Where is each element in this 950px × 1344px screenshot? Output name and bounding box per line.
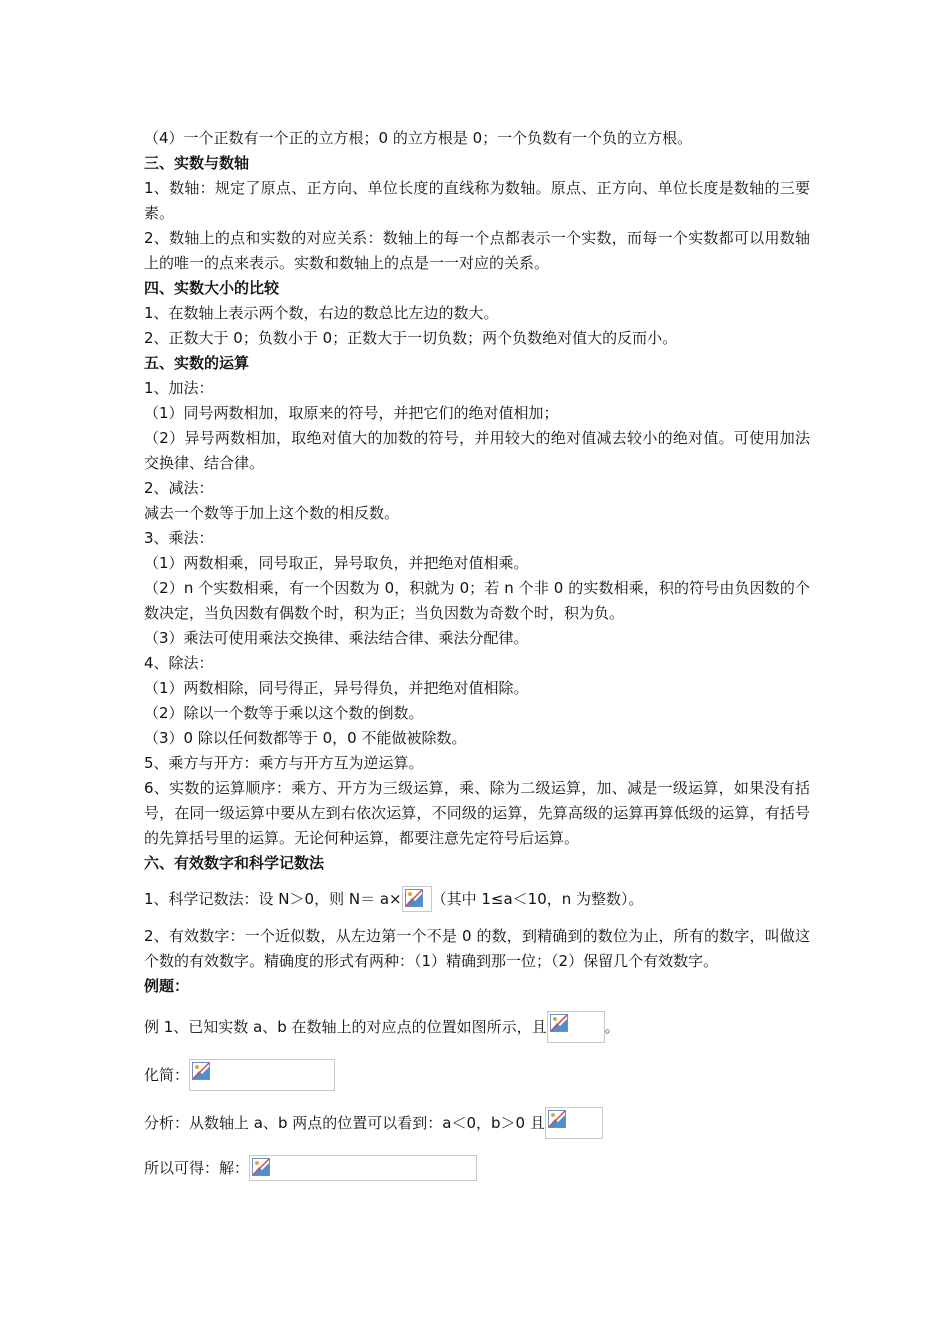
simplify-line bbox=[144, 1059, 810, 1091]
text-line: 减去一个数等于加上这个数的相反数。 bbox=[144, 504, 400, 522]
text-segment: 例 1、已知实数 a、b 在数轴上的对应点的位置如图所示，且 bbox=[144, 1017, 547, 1036]
text-segment: 。 bbox=[604, 1017, 620, 1036]
text-line: （1）两数相除，同号得正，异号得负，并把绝对值相除。 bbox=[144, 679, 529, 697]
examples-heading: 例题： bbox=[144, 977, 190, 995]
text-paragraph: 2、有效数字：一个近似数，从左边第一个不是 0 的数，到精确到的数位为止，所有的数字，叫做这个数的有效数字。精确度的形式有两种：（1）精确到那一位；（2）保留几个有效数字。 bbox=[144, 927, 810, 970]
broken-image-formula bbox=[189, 1059, 335, 1091]
text-line: （4）一个正数有一个正的立方根；0 的立方根是 0；一个负数有一个负的立方根。 bbox=[144, 129, 693, 147]
text-line: 5、乘方与开方：乘方与开方互为逆运算。 bbox=[144, 754, 424, 772]
text-paragraph: （2）n 个实数相乘，有一个因数为 0，积就为 0；若 n 个非 0 的实数相乘，积的符号由负因数的个数决定，当负因数有偶数个时，积为正；当负因数为奇数个时，积为负。 bbox=[144, 579, 810, 622]
text-line: 1、加法： bbox=[144, 379, 214, 397]
broken-image-icon bbox=[550, 1014, 568, 1032]
text-line: 3、乘法： bbox=[144, 529, 214, 547]
section-heading-4: 四、实数大小的比较 bbox=[144, 279, 280, 297]
broken-image-formula bbox=[547, 1011, 605, 1043]
section-heading-6: 六、有效数字和科学记数法 bbox=[144, 854, 325, 872]
text-paragraph: 1、数轴：规定了原点、正方向、单位长度的直线称为数轴。原点、正方向、单位长度是数轴的三要素。 bbox=[144, 179, 810, 222]
broken-image-icon bbox=[405, 889, 423, 907]
broken-image-icon bbox=[252, 1158, 270, 1176]
document-page bbox=[144, 126, 810, 1181]
broken-image-icon bbox=[192, 1062, 210, 1080]
text-line: 2、减法： bbox=[144, 479, 214, 497]
text-paragraph: 6、实数的运算顺序：乘方、开方为三级运算，乘、除为二级运算，加、减是一级运算，如果没有括号，在同一级运算中要从左到右依次运算，不同级的运算，先算高级的运算再算低级的运算，有括号的先算括号里的运算。无论何种运算，都要注意先定符号后运算。 bbox=[144, 779, 810, 847]
text-line: （2）除以一个数等于乘以这个数的倒数。 bbox=[144, 704, 424, 722]
section-heading-3: 三、实数与数轴 bbox=[144, 154, 250, 172]
broken-image-icon bbox=[548, 1110, 566, 1128]
text-line: （1）同号两数相加，取原来的符号，并把它们的绝对值相加； bbox=[144, 404, 559, 422]
text-paragraph: 2、数轴上的点和实数的对应关系：数轴上的每一个点都表示一个实数，而每一个实数都可以用数轴上的唯一的点来表示。实数和数轴上的点是一一对应的关系。 bbox=[144, 229, 810, 272]
text-line: 4、除法： bbox=[144, 654, 214, 672]
text-segment: （其中 1≤a＜10，n 为整数）。 bbox=[431, 889, 644, 908]
text-segment: 所以可得：解： bbox=[144, 1158, 250, 1177]
text-line: （3）乘法可使用乘法交换律、乘法结合律、乘法分配律。 bbox=[144, 629, 529, 647]
text-line: 2、正数大于 0；负数小于 0；正数大于一切负数；两个负数绝对值大的反而小。 bbox=[144, 329, 678, 347]
broken-image-formula bbox=[402, 886, 432, 912]
text-segment: 1、科学记数法：设 N＞0，则 N＝ a× bbox=[144, 889, 402, 908]
text-line: （3）0 除以任何数都等于 0，0 不能做被除数。 bbox=[144, 729, 467, 747]
broken-image-formula bbox=[545, 1107, 603, 1139]
analysis-line bbox=[144, 1107, 810, 1139]
example-line bbox=[144, 1011, 810, 1043]
solution-line bbox=[144, 1155, 810, 1181]
broken-image-formula bbox=[249, 1155, 477, 1181]
text-segment: 分析：从数轴上 a、b 两点的位置可以看到：a＜0，b＞0 且 bbox=[144, 1113, 545, 1132]
text-segment: 化简： bbox=[144, 1065, 190, 1084]
section-heading-5: 五、实数的运算 bbox=[144, 354, 250, 372]
text-line: 1、在数轴上表示两个数，右边的数总比左边的数大。 bbox=[144, 304, 499, 322]
text-paragraph: （2）异号两数相加，取绝对值大的加数的符号，并用较大的绝对值减去较小的绝对值。可使用加法交换律、结合律。 bbox=[144, 429, 810, 472]
scientific-notation-line bbox=[144, 886, 810, 912]
text-line: （1）两数相乘，同号取正，异号取负，并把绝对值相乘。 bbox=[144, 554, 529, 572]
